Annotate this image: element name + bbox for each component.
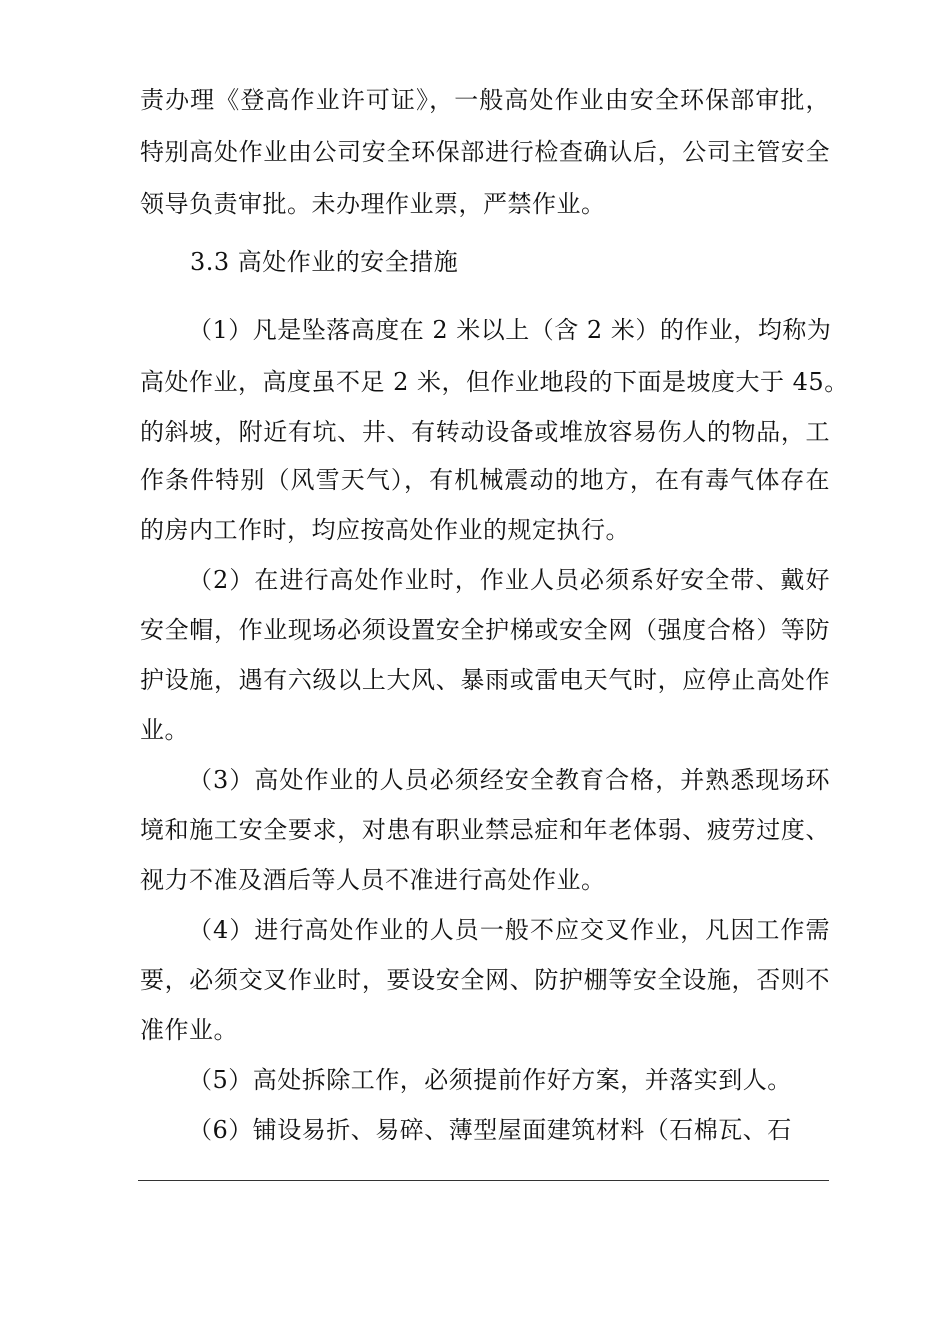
item-1-line: （1）凡是坠落高度在 2 米以上（含 2 米）的作业，均称为 <box>188 316 832 344</box>
item-2-line: 护设施，遇有六级以上大风、暴雨或雷电天气时，应停止高处作 <box>140 666 830 694</box>
footer-divider <box>138 1180 829 1181</box>
item-1-line: 高处作业，高度虽不足 2 米，但作业地段的下面是坡度大于 45。 <box>140 368 849 396</box>
item-1-line: 的斜坡，附近有坑、井、有转动设备或堆放容易伤人的物品，工 <box>140 418 830 446</box>
section-heading: 3.3 高处作业的安全措施 <box>190 248 459 276</box>
item-4-line: 要，必须交叉作业时，要设安全网、防护棚等安全设施，否则不 <box>140 966 830 994</box>
item-3-line: 境和施工安全要求，对患有职业禁忌症和年老体弱、疲劳过度、 <box>140 816 830 844</box>
item-4-line: 准作业。 <box>140 1016 238 1044</box>
item-6-line: （6）铺设易折、易碎、薄型屋面建筑材料（石棉瓦、石 <box>188 1116 792 1144</box>
item-1-line: 的房内工作时，均应按高处作业的规定执行。 <box>140 516 630 544</box>
item-2-line: 安全帽，作业现场必须设置安全护梯或安全网（强度合格）等防 <box>140 616 830 644</box>
item-5-line: （5）高处拆除工作，必须提前作好方案，并落实到人。 <box>188 1066 792 1094</box>
item-3-line: 视力不准及酒后等人员不准进行高处作业。 <box>140 866 606 894</box>
item-3-line: （3）高处作业的人员必须经安全教育合格，并熟悉现场环 <box>188 766 830 794</box>
paragraph-line: 特别高处作业由公司安全环保部进行检查确认后，公司主管安全 <box>140 138 830 166</box>
item-1-line: 作条件特别（风雪天气），有机械震动的地方，在有毒气体存在 <box>140 466 830 494</box>
paragraph-line: 责办理《登高作业许可证》，一般高处作业由安全环保部审批， <box>140 86 830 114</box>
item-2-line: 业。 <box>140 716 189 744</box>
paragraph-line: 领导负责审批。未办理作业票，严禁作业。 <box>140 190 606 218</box>
item-4-line: （4）进行高处作业的人员一般不应交叉作业，凡因工作需 <box>188 916 830 944</box>
item-2-line: （2）在进行高处作业时，作业人员必须系好安全带、戴好 <box>188 566 830 594</box>
